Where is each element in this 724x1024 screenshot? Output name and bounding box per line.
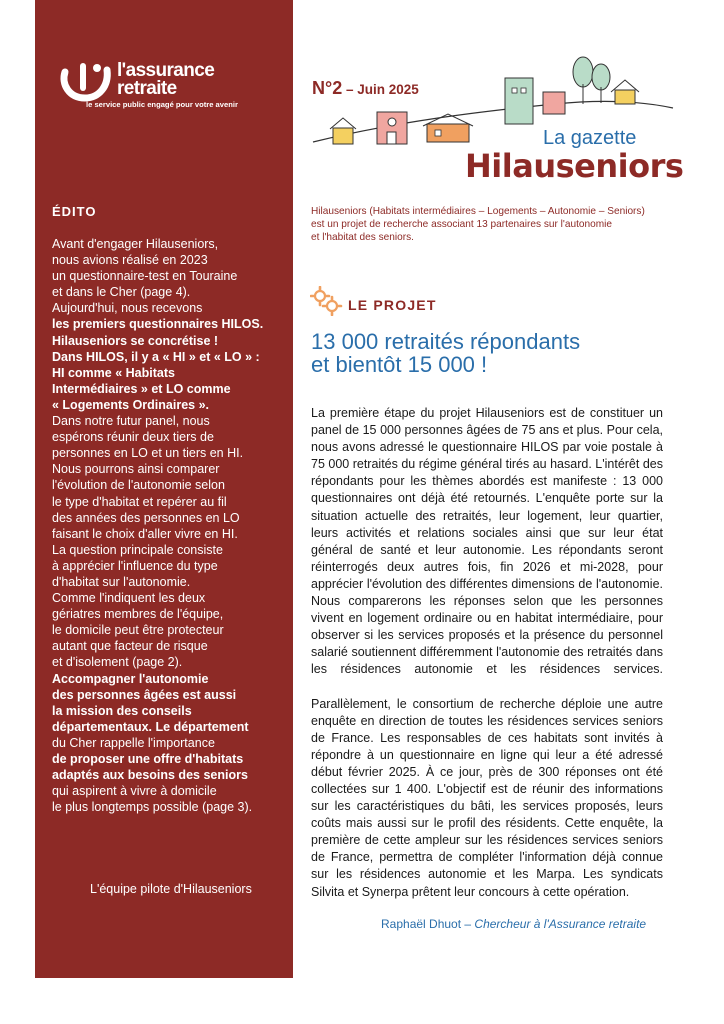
section-label: LE PROJET [348, 297, 437, 313]
edito-sidebar [35, 0, 293, 978]
brand-name-line1: l'assurance [117, 60, 215, 81]
edito-line: Nous pourrons ainsi comparer [52, 462, 220, 477]
edito-line: et d'isolement (page 2). [52, 655, 183, 670]
edito-line: Intermédiaires » et LO comme [52, 381, 231, 396]
edito-line: l'évolution de l'autonomie selon [52, 478, 225, 493]
article-paragraph-2: Parallèlement, le consortium de recherche déploie une autre enquête en direction de toutes les résidences services seniors de France. Les responsables de ces habitats sont invités à répondre à un questionnaire en ligne qui leur a été adressé début février 2025. À ce jour, près de 300 réponses ont été collectées sur 1 400. L'objectif est de réunir des informations sur les caractéristiques du bâti, les services proposés, leurs coûts mais aussi sur le profil des résidents. Cette enquête, la première de cette ampleur sur les résidences services seniors de France, permettra de compléter l'information déjà connue sur les résidences autonomie et les Marpa. Les syndicats Silvita et Synerpa prêtent leur concours à cette opération. [311, 696, 663, 899]
edito-line: faisant le choix d'aller vivre en HI. [52, 526, 238, 541]
brand-name-line2: retraite [117, 78, 177, 99]
edito-line: à apprécier l'influence du type [52, 558, 218, 573]
edito-line: HI comme « Habitats [52, 365, 175, 380]
edito-line: départementaux. Le département [52, 719, 249, 734]
edito-line: un questionnaire-test en Touraine [52, 269, 238, 284]
edito-line: qui aspirent à vivre à domicile [52, 784, 217, 799]
edito-line: et dans le Cher (page 4). [52, 285, 191, 300]
edito-title: ÉDITO [52, 204, 97, 219]
intro-line: Hilauseniors (Habitats intermédiaires – Logements – Autonomie – Seniors) [311, 206, 645, 217]
headline-line: 13 000 retraités répondants [311, 329, 581, 354]
intro-line: et l'habitat des seniors. [311, 231, 414, 243]
edito-line: des années des personnes en LO [52, 510, 240, 525]
author-name: Raphaël Dhuot [381, 917, 462, 931]
edito-signature: L'équipe pilote d'Hilauseniors [90, 882, 252, 896]
gazette-prefix: La gazette [543, 127, 637, 149]
edito-line: de proposer une offre d'habitats [52, 752, 244, 766]
edito-line: du Cher rappelle l'importance [52, 735, 215, 750]
edito-line: autant que facteur de risque [52, 639, 208, 654]
edito-line: la mission des conseils [52, 703, 192, 718]
edito-text [52, 236, 292, 815]
edito-line: le type d'habitat et repérer au fil [52, 494, 227, 509]
edito-line: La question principale consiste [52, 542, 223, 557]
logo-mark-icon [59, 62, 113, 102]
article-body [311, 405, 663, 918]
edito-line: les premiers questionnaires HILOS. [52, 317, 264, 332]
edito-line: Aujourd'hui, nous recevons [52, 301, 203, 316]
edito-line: Dans HILOS, il y a « HI » et « LO » : [52, 349, 260, 364]
author-role: Chercheur à l'Assurance retraite [474, 917, 647, 931]
edito-line: Avant d'engager Hilauseniors, [52, 237, 219, 251]
edito-line: gériatres membres de l'équipe, [52, 607, 224, 622]
edito-line: d'habitat sur l'autonomie. [52, 574, 191, 589]
edito-line: le domicile peut être protecteur [52, 623, 224, 638]
edito-line: « Logements Ordinaires ». [52, 397, 209, 412]
article-headline [311, 330, 671, 376]
edito-line: personnes en LO et un tiers en HI. [52, 446, 244, 461]
edito-line: Hilauseniors se concrétise ! [52, 333, 219, 348]
byline: Raphaël Dhuot – Chercheur à l'Assurance retraite [381, 917, 647, 931]
brand-tagline: le service public engagé pour votre avenir [86, 100, 238, 109]
edito-line: nous avions réalisé en 2023 [52, 253, 208, 268]
edito-line: Comme l'indiquent les deux [52, 591, 206, 606]
issue-date: – Juin 2025 [342, 82, 419, 97]
issue-number: N°2 [312, 78, 343, 98]
intro-text [311, 206, 671, 244]
headline-line: et bientôt 15 000 ! [311, 352, 488, 377]
brand-logo[interactable] [59, 60, 279, 120]
edito-line: adaptés aux besoins des seniors [52, 768, 248, 783]
edito-line: le plus longtemps possible (page 3). [52, 800, 253, 815]
edito-line: des personnes âgées est aussi [52, 687, 237, 702]
gazette-title: Hilauseniors [465, 147, 684, 185]
edito-line: Accompagner l'autonomie [52, 671, 209, 686]
article-paragraph-1: La première étape du projet Hilauseniors est de constituer un panel de 15 000 personnes âgées de 75 ans et plus. Pour cela, nous avons adressé le questionnaire HILOS par voie postale à 75 000 retraités du régime général tirés au hasard. L'intérêt des répondants pour les thèmes abordés est manifeste : 13 000 questionnaires ont déjà été retournés. L'enquête porte sur la situation actuelle des retraités, leur logement, leur quartier, leurs activités et relations sociales ainsi que sur leur état général de santé et leur autonomie. Les répondants seront réinterrogés deux autres fois, fin 2026 et mi-2028, pour apprécier l'évolution des différentes dimensions de l'autonomie. Nous comparerons les réponses selon que les personnes vivent en logement ordinaire ou en habitat intermédiaire, pour observer si les services proposés et la présence du personnel salarié soutiennent différemment l'autonomie des retraités dans les résidences autonomie et les résidences services. [311, 406, 663, 677]
intro-line: est un projet de recherche associant 13 partenaires sur l'autonomie [311, 218, 612, 230]
edito-line: espérons réunir deux tiers de [52, 430, 214, 445]
gear-icon [310, 286, 344, 316]
edito-line: Dans notre futur panel, nous [52, 414, 210, 429]
